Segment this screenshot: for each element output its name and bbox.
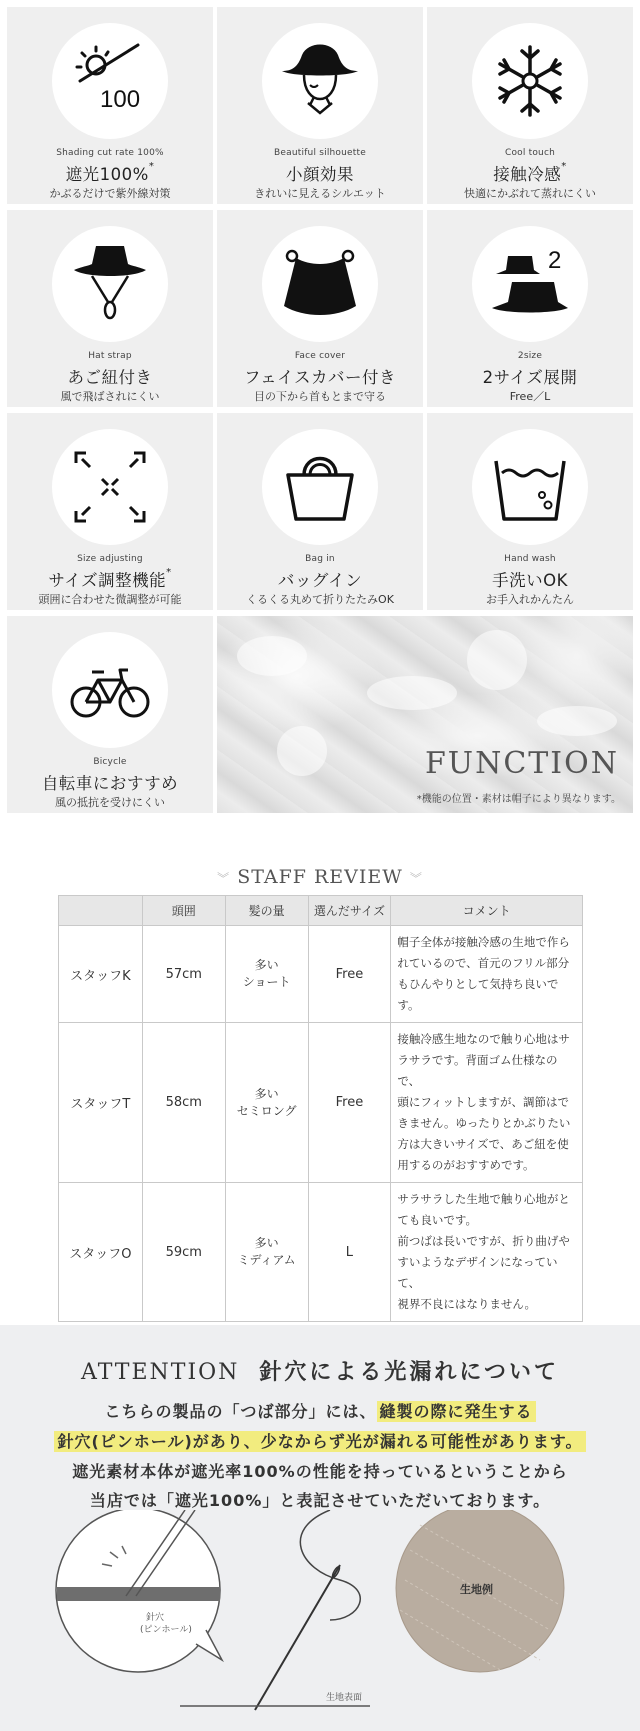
feature-jp: サイズ調整機能* (48, 567, 172, 590)
feature-face-cover (217, 210, 423, 407)
feature-en: Shading cut rate 100% (56, 148, 164, 158)
table-header-row (59, 896, 583, 926)
uv-100-mark: 100 (100, 86, 141, 113)
chevron-down-icon: ︾ (217, 871, 231, 886)
feature-en: Bicycle (93, 757, 127, 767)
staff-name: スタッフK (59, 926, 143, 1023)
head-size: 58cm (142, 1023, 225, 1183)
staff-name: スタッフO (59, 1183, 143, 1322)
hair-amount: 多い セミロング (225, 1023, 308, 1183)
size-adjust-arrows-icon (70, 447, 150, 527)
function-note: *機能の位置・素材は帽子により異なります。 (416, 794, 621, 805)
feature-en: Face cover (294, 351, 346, 361)
feature-2size (427, 210, 633, 407)
feature-sub: お手入れかんたん (486, 593, 574, 606)
head-size: 57cm (142, 926, 225, 1023)
chevron-down-icon: ︾ (409, 871, 423, 886)
two-hats-size-icon (490, 244, 570, 324)
feature-en: Size adjusting (77, 554, 143, 564)
feature-bag-in (217, 413, 423, 610)
bicycle-icon (70, 650, 150, 730)
feature-en: Bag in (305, 554, 335, 564)
table-row (59, 1023, 583, 1183)
magnified-pinhole-illustration (56, 1510, 222, 1672)
hair-amount: 多い ミディアム (225, 1183, 308, 1322)
pinhole-label-sub: (ピンホール) (140, 1625, 192, 1635)
header-cell (59, 896, 143, 926)
feature-silhouette (217, 7, 423, 204)
function-section (0, 0, 640, 820)
feature-en: Cool touch (504, 148, 556, 158)
attention-line-3: 遮光素材本体が遮光率100%の性能を持っているということから (72, 1462, 568, 1481)
feature-jp: あご紐付き (67, 368, 153, 387)
icon-circle (262, 226, 378, 342)
feature-sub: Free／L (509, 390, 551, 403)
header-cell: 選んだサイズ (308, 896, 391, 926)
comment: 接触冷感生地なので触り心地はサ ラサラです。背面ゴム仕様なので、 頭にフィットしますが、調節はで きません。ゆったりとかぶりたい 方は大きいサイズで、あご紐を使 用するのがおすすめです。 (391, 1023, 583, 1183)
feature-jp: 手洗いOK (492, 571, 568, 590)
feature-sub: 目の下から首もとまで守る (254, 390, 386, 403)
feature-sub: 風で飛ばされにくい (60, 390, 160, 403)
feature-jp: バッグイン (277, 571, 363, 590)
sun-uv-100-icon (70, 41, 150, 121)
icon-circle (52, 23, 168, 139)
fabric-sample-illustration (396, 1510, 564, 1672)
feature-jp: 自転車におすすめ (41, 774, 179, 793)
table-row (59, 1183, 583, 1322)
attention-title: ATTENTION 針穴による光漏れについて (81, 1360, 559, 1385)
feature-hat-strap (7, 210, 213, 407)
feature-sub: きれいに見えるシルエット (254, 187, 386, 200)
header-cell: 頭囲 (142, 896, 225, 926)
icon-circle (472, 429, 588, 545)
feature-sub: かぶるだけで紫外線対策 (49, 187, 171, 200)
function-title: FUNCTION (424, 746, 619, 781)
feature-en: Hat strap (88, 351, 132, 361)
comment: 帽子全体が接触冷感の生地で作ら れているので、首元のフリル部分 もひんやりとして気持ち良いです。 (391, 926, 583, 1023)
feature-jp: 小顔効果 (286, 165, 354, 184)
staff-name: スタッフT (59, 1023, 143, 1183)
icon-circle (472, 23, 588, 139)
icon-circle (472, 226, 588, 342)
attention-line-2: 針穴(ピンホール)があり、少なからず光が漏れる可能性があります。 (0, 1429, 640, 1452)
icon-circle (52, 632, 168, 748)
icon-circle (52, 226, 168, 342)
feature-bicycle (7, 616, 213, 813)
icon-circle (262, 23, 378, 139)
size-2-mark: 2 (548, 247, 562, 274)
feature-sub: くるくる丸めて折りたたみOK (246, 593, 394, 606)
feature-shading (7, 7, 213, 204)
staff-review-title: ︾ STAFF REVIEW ︾ (217, 866, 423, 888)
icon-circle (262, 429, 378, 545)
chosen-size: L (308, 1183, 391, 1322)
hair-amount: 多い ショート (225, 926, 308, 1023)
attention-section (0, 1325, 640, 1731)
table-row (59, 926, 583, 1023)
surface-label: 生地表面 (326, 1693, 363, 1703)
attention-line-4: 当店では「遮光100%」と表記させていただいております。 (89, 1491, 551, 1510)
pinhole-diagram (0, 1510, 640, 1731)
hand-wash-icon (490, 447, 570, 527)
feature-en: 2size (517, 351, 543, 361)
feature-sub: 風の抵抗を受けにくい (55, 796, 165, 809)
feature-jp: 接触冷感* (493, 161, 567, 184)
feature-jp: 遮光100%* (65, 161, 155, 184)
feature-cool-touch (427, 7, 633, 204)
hat-strap-icon (70, 244, 150, 324)
icon-circle (52, 429, 168, 545)
staff-review-table (58, 895, 583, 1322)
feature-hand-wash (427, 413, 633, 610)
feature-sub: 快適にかぶれて蒸れにくい (464, 187, 596, 200)
feature-sub: 頭囲に合わせた微調整が可能 (38, 593, 182, 606)
feature-jp: フェイスカバー付き (243, 368, 396, 387)
feature-en: Beautiful silhouette (274, 148, 366, 158)
feature-en: Hand wash (504, 554, 556, 564)
fabric-shadow-photo (217, 616, 633, 813)
wide-brim-hat-face-icon (280, 41, 360, 121)
bag-icon (280, 447, 360, 527)
pinhole-label: 針穴 (146, 1613, 165, 1623)
chosen-size: Free (308, 1023, 391, 1183)
header-cell: 髪の量 (225, 896, 308, 926)
header-cell: コメント (391, 896, 583, 926)
face-cover-icon (280, 244, 360, 324)
head-size: 59cm (142, 1183, 225, 1322)
snowflake-icon (490, 41, 570, 121)
feature-jp: 2サイズ展開 (482, 368, 578, 387)
chosen-size: Free (308, 926, 391, 1023)
fabric-label: 生地例 (460, 1583, 493, 1596)
comment: サラサラした生地で触り心地がと ても良いです。 前つばは長いですが、折り曲げや すいようなデザインになっていて、 視界不良にはなりません。 (391, 1183, 583, 1322)
attention-line-1: こちらの製品の「つば部分」には、 縫製の際に発生する (0, 1399, 640, 1422)
feature-size-adjust (7, 413, 213, 610)
